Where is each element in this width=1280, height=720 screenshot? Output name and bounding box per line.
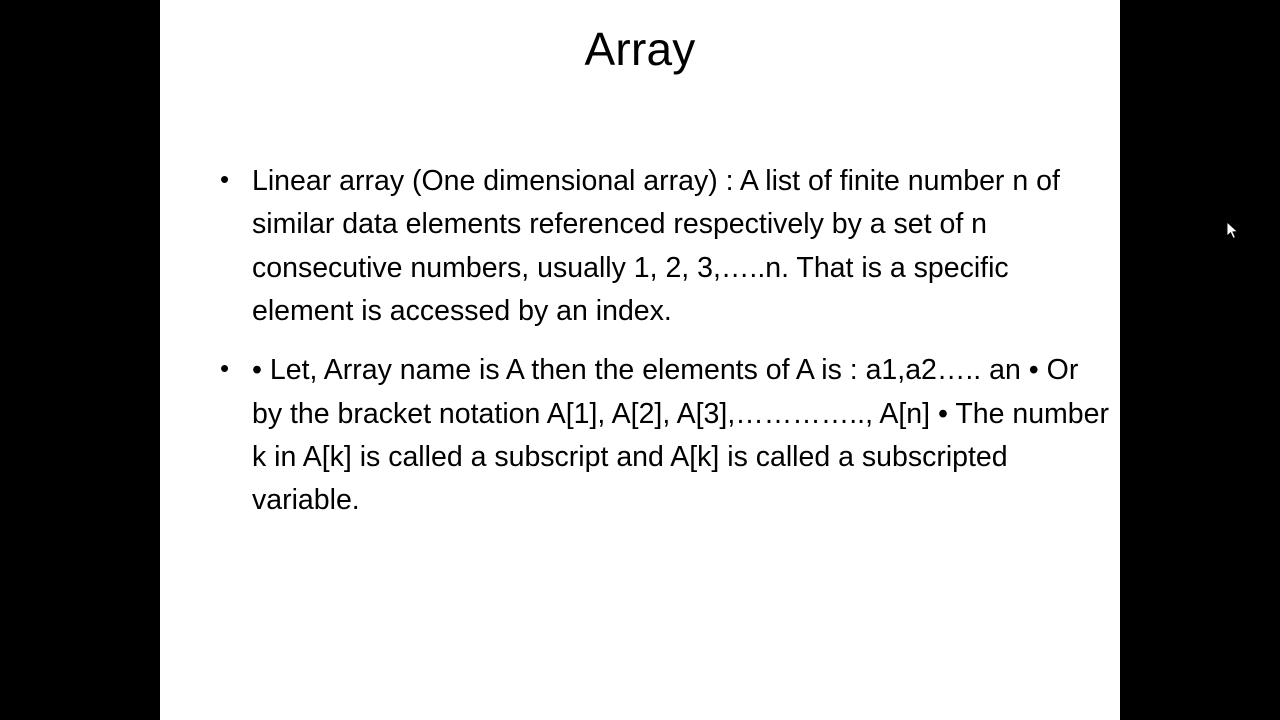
list-item-text: Linear array (One dimensional array) : A list of finite number n of similar data elements referenced respectively by a set of n consecutive numbers, usually 1, 2, 3,…..n. That is a specific element is accessed by an index. [252, 165, 1060, 327]
slide-body [212, 160, 1112, 539]
mouse-cursor-icon [1227, 222, 1239, 240]
page-title: Array [584, 23, 696, 75]
list-item-text: • Let, Array name is A then the elements of A is : a1,a2….. an • Or by the bracket notation A[1], A[2], A[3],………….., A[n] • The number k in A[k] is called a subscript and A[k] is called a subscripted variable. [252, 354, 1109, 517]
bullet-dot-icon: • [220, 164, 230, 194]
bullet-list [212, 160, 1112, 523]
bullet-dot-icon: • [220, 353, 230, 384]
presentation-slide [160, 0, 1120, 720]
list-item [212, 160, 1112, 333]
list-item [212, 349, 1112, 522]
